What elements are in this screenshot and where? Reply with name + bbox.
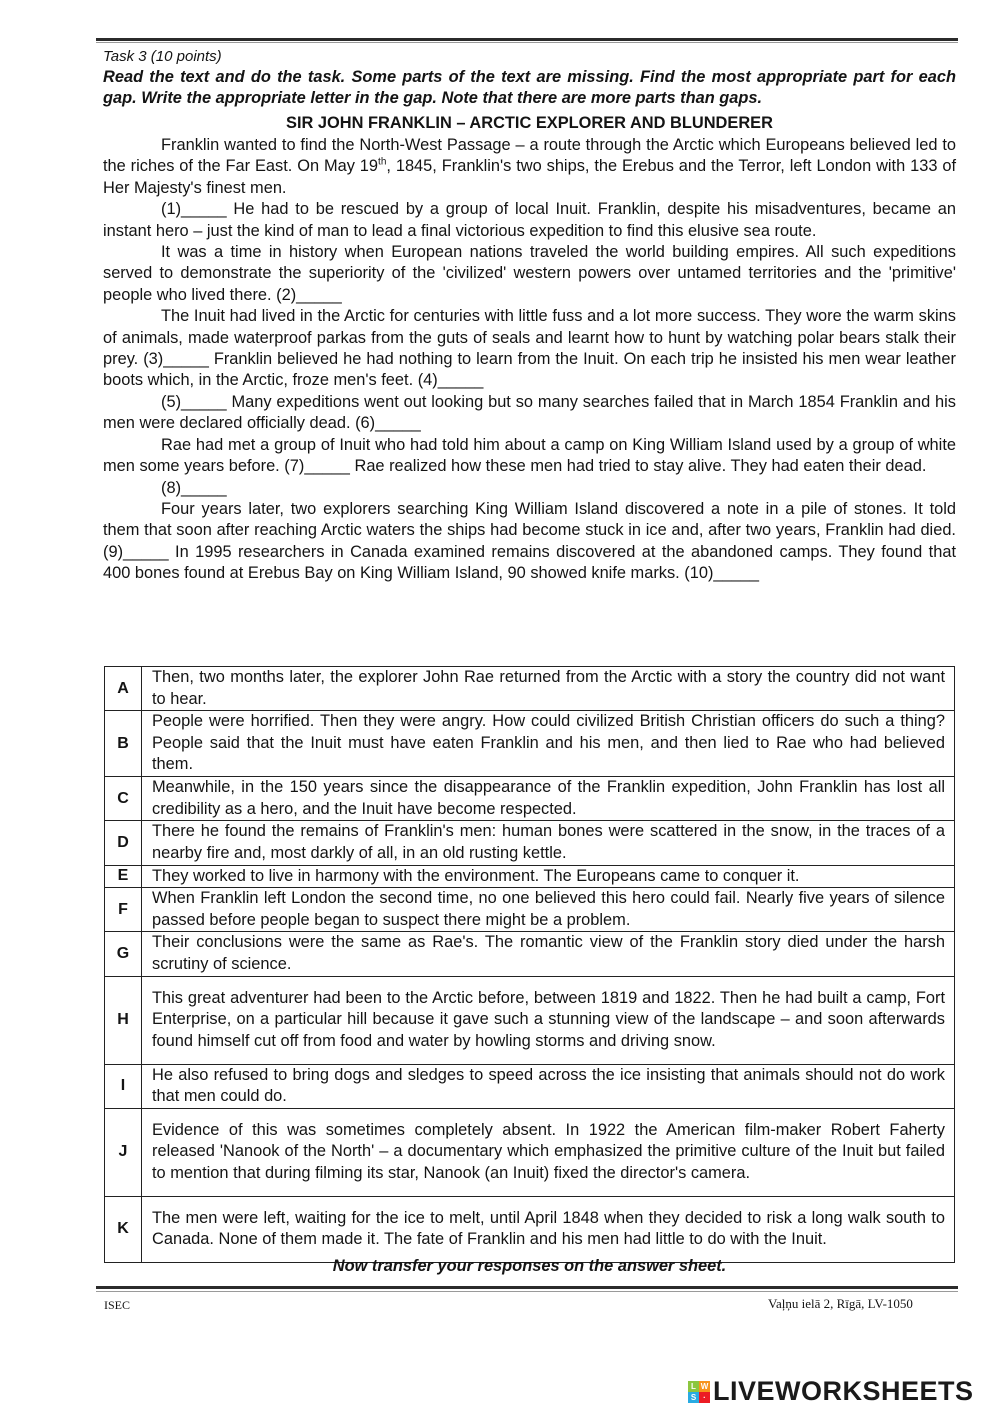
ordinal-suffix: th	[378, 156, 387, 168]
option-row-a	[105, 667, 955, 711]
option-letter: D	[105, 821, 142, 865]
logo-tile-1: L	[688, 1381, 699, 1392]
gap-7[interactable]: (7)_____	[284, 457, 350, 476]
logo-tile-2: W	[700, 1381, 709, 1391]
option-text: Their conclusions were the same as Rae's. The romantic view of the Franklin story died under the harsh scrutiny of science.	[142, 932, 955, 976]
gap-4[interactable]: (4)_____	[417, 371, 484, 390]
gap-2[interactable]: (2)_____	[276, 285, 342, 304]
option-row-e	[105, 865, 955, 888]
article-title: SIR JOHN FRANKLIN – ARCTIC EXPLORER AND BLUNDERER	[286, 114, 773, 132]
option-row-k	[105, 1196, 955, 1262]
option-letter: I	[105, 1064, 142, 1108]
option-letter: F	[105, 888, 142, 932]
logo-tile-3: S	[688, 1392, 699, 1403]
paragraph-4	[103, 306, 956, 392]
options-table	[104, 666, 955, 1263]
footer-rule	[96, 1286, 958, 1289]
paragraph-5-text: Many expeditions went out looking but so many searches failed that in March 1854 Franklin and his men were declared officially dead.	[103, 392, 956, 433]
footer-address: Vaļņu ielā 2, Rīgā, LV-1050	[768, 1296, 913, 1311]
paragraph-6-text-b: Rae realized how these men had tried to stay alive. They had eaten their dead.	[349, 457, 927, 476]
paragraph-2	[103, 199, 956, 242]
paragraph-1-text-b: , 1845, Franklin's two ships, the Erebus and the Terror, left London with 133 of Her Majesty's finest men.	[103, 157, 957, 197]
liveworksheets-logo[interactable]	[688, 1376, 974, 1407]
paragraph-8	[103, 499, 956, 585]
gap-8[interactable]: (8)_____	[161, 478, 227, 497]
option-row-g	[105, 932, 955, 976]
option-letter: C	[105, 777, 142, 821]
paragraph-6	[103, 435, 956, 478]
option-row-b	[105, 711, 955, 777]
option-text: People were horrified. Then they were angry. How could civilized British Christian officers do such a thing? People said that the Inuit must have eaten Franklin and his men, and then lied to Rae who had believed them.	[142, 711, 955, 777]
paragraph-7	[103, 478, 956, 499]
option-letter: E	[105, 865, 142, 888]
gap-1[interactable]: (1)_____	[161, 200, 227, 219]
paragraph-3-text: It was a time in history when European nations traveled the world building empires. All such expeditions served to demonstrate the superiority of the 'civilized' western powers over untamed territories and the 'primitive' people who lived there.	[103, 243, 956, 304]
paragraph-8-text-b: In 1995 researchers in Canada examined remains discovered at the abandoned camps. They found that 400 bones found at Erebus Bay on King William Island, 90 showed knife marks.	[103, 542, 956, 583]
footer-rule-thin	[96, 1291, 958, 1292]
paragraph-8-text-a: Four years later, two explorers searching King William Island discovered a note in a pile of stones. It told them that soon after reaching Arctic waters the ships had become stuck in ice and, after two years, Franklin had died.	[103, 499, 956, 540]
gap-6[interactable]: (6)_____	[355, 414, 421, 433]
option-letter: B	[105, 711, 142, 777]
paragraph-2-text: He had to be rescued by a group of local Inuit. Franklin, despite his misadventures, became an instant hero – just the kind of man to lead a final victorious expedition to find this elusive sea route.	[103, 200, 956, 240]
option-text: This great adventurer had been to the Arctic before, between 1819 and 1822. Then he had built a camp, Fort Enterprise, on a particular hill because it gave such a stunning view of the landscape – and soon afterwards found himself cut off from food and water by howling storms and driving snow.	[142, 976, 955, 1064]
header-rule	[96, 38, 958, 41]
liveworksheets-wordmark: LIVEWORKSHEETS	[713, 1376, 974, 1406]
paragraph-4-text-a: The Inuit had lived in the Arctic for centuries with little fuss and a lot more success. They wore the warm skins of animals, made waterproof parkas from the guts of seals and learnt how to hunt by watching polar bears stalk their prey.	[103, 307, 956, 369]
gap-10[interactable]: (10)_____	[684, 564, 760, 583]
gap-3[interactable]: (3)_____	[143, 350, 209, 369]
paragraph-1	[103, 135, 956, 199]
paragraph-5	[103, 392, 956, 435]
header-rule-thin	[96, 42, 958, 43]
gap-5[interactable]: (5)_____	[161, 392, 227, 411]
task-label: Task 3 (10 points)	[103, 48, 222, 65]
option-letter: A	[105, 667, 142, 711]
option-letter: G	[105, 932, 142, 976]
option-text: He also refused to bring dogs and sledges to speed across the ice insisting that animals should not do work that men could do.	[142, 1064, 955, 1108]
option-letter: H	[105, 976, 142, 1064]
option-letter: J	[105, 1108, 142, 1196]
option-text: They worked to live in harmony with the environment. The Europeans came to conquer it.	[142, 865, 955, 888]
option-text: When Franklin left London the second time, no one believed this hero could fail. Nearly five years of silence passed before people began to suspect there might be a problem.	[142, 888, 955, 932]
paragraph-1-text-a: Franklin wanted to find the North-West Passage – a route through the Arctic which Europeans believed led to the riches of the Far East. On May 19	[103, 136, 956, 176]
paragraph-3	[103, 242, 956, 306]
option-row-i	[105, 1064, 955, 1108]
option-row-c	[105, 777, 955, 821]
option-row-j	[105, 1108, 955, 1196]
option-text: The men were left, waiting for the ice to melt, until April 1848 when they decided to risk a long walk south to Canada. None of them made it. The fate of Franklin and his men had little to do with the Inuit.	[142, 1196, 955, 1262]
paragraph-4-text-b: Franklin believed he had nothing to learn from the Inuit. On each trip he insisted his men wear leather boots which, in the Arctic, froze men's feet.	[103, 350, 956, 390]
transfer-note: Now transfer your responses on the answer sheet.	[332, 1257, 727, 1275]
liveworksheets-icon	[688, 1381, 710, 1403]
paragraph-6-text-a: Rae had met a group of Inuit who had told him about a camp on King William Island used by a group of white men some years before.	[103, 435, 956, 476]
option-text: Then, two months later, the explorer John Rae returned from the Arctic with a story the country did not want to hear.	[142, 667, 955, 711]
option-row-f	[105, 888, 955, 932]
gap-9[interactable]: (9)_____	[103, 542, 169, 561]
option-text: Meanwhile, in the 150 years since the disappearance of the Franklin expedition, John Franklin has lost all credibility as a hero, and the Inuit have become respected.	[142, 777, 955, 821]
option-row-d	[105, 821, 955, 865]
logo-tile-4: ·	[699, 1392, 710, 1403]
task-instruction: Read the text and do the task. Some parts of the text are missing. Find the most appropriate part for each gap. Write the appropriate letter in the gap. Note that there are more parts than gaps.	[103, 68, 956, 107]
option-text: Evidence of this was sometimes completely absent. In 1922 the American film-maker Robert Faherty released 'Nanook of the North' – a documentary which emphasized the primitive culture of the Inuit but failed to mention that during filming its star, Nanook (an Inuit) fixed the director's camera.	[142, 1108, 955, 1196]
task-content	[103, 47, 956, 585]
option-letter: K	[105, 1196, 142, 1262]
footer-publisher: ISEC	[104, 1298, 131, 1312]
option-text: There he found the remains of Franklin's men: human bones were scattered in the snow, in the traces of a nearby fire and, most darkly of all, in an old rusting kettle.	[142, 821, 955, 865]
option-row-h	[105, 976, 955, 1064]
